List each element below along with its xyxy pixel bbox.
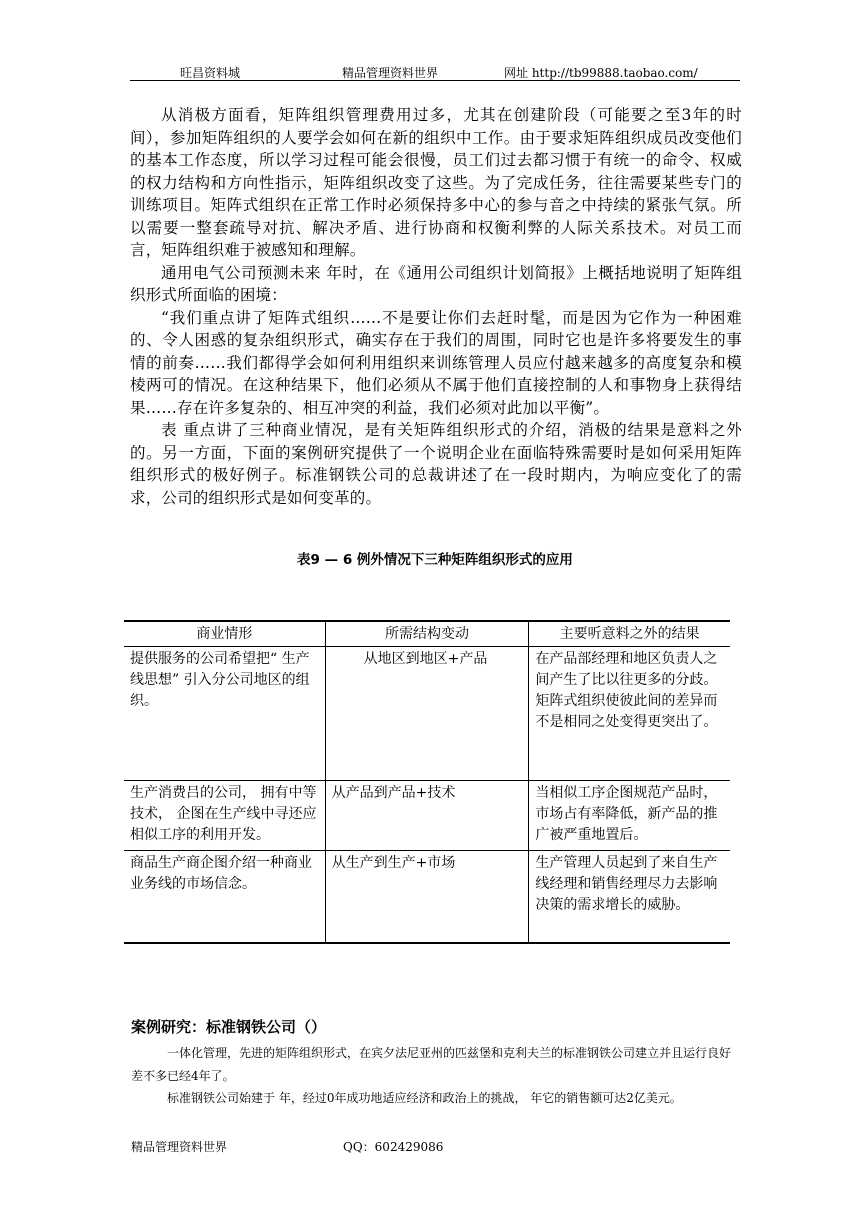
footer-site-name: 精品管理资料世界 <box>131 1140 228 1154</box>
header-url: 网址 http://tb99888.taobao.com/ <box>504 66 698 80</box>
paragraph: 通用电气公司预测未来 年时，在《通用公司组织计划简报》上概括地说明了矩阵组织形式所面临的困境： <box>130 263 742 304</box>
table-cell: 生产管理人员起到了来自生产线经理和销售经理尽力去影响决策的需求增长的威胁。 <box>529 851 730 943</box>
table-cell: 生产消费吕的公司， 拥有中等技术， 企图在生产线中寻还应相似工序的利用开发。 <box>124 781 325 851</box>
case-study-title: 案例研究：标准钢铁公司（） <box>131 1018 327 1036</box>
column-header: 商业情形 <box>124 621 325 647</box>
header-site-name: 旺昌资料城 <box>180 66 241 80</box>
table-row <box>124 781 730 851</box>
paragraph: 表 重点讲了三种商业情况，是有关矩阵组织形式的介绍，消极的结果是意料之外的。另一方面，下面的案例研究提供了一个说明企业在面临特殊需要时是如何采用矩阵组织形式的极好例子。标准钢铁公司的总裁讲述了在一段时期内，为响应变化了的需求，公司的组织形式是如何变革的。 <box>130 421 742 507</box>
table-row <box>124 851 730 943</box>
paragraph: 标准钢铁公司始建于 年，经过0年成功地适应经济和政治上的挑战， 年它的销售额可达2亿美元。 <box>167 1091 682 1105</box>
header-site-subtitle: 精品管理资料世界 <box>342 66 439 80</box>
matrix-application-table <box>124 620 730 944</box>
quote-paragraph: “我们重点讲了矩阵式组织……不是要让你们去赶时髦，而是因为它作为一种困难的、令人困惑的复杂组织形式，确实存在于我们的周围，同时它也是许多将要发生的事情的前奏……我们都得学会如何利用组织来训练管理人员应付越来越多的高度复杂和模棱两可的情况。在这种结果下，他们必须从不属于他们直接控制的人和事物身上获得结果……存在许多复杂的、相互冲突的利益，我们必须对此加以平衡”。 <box>130 308 742 417</box>
table-cell: 从地区到地区+产品 <box>325 647 529 781</box>
main-text <box>130 104 742 509</box>
page-header <box>130 62 740 81</box>
case-study-text <box>131 1042 731 1110</box>
column-header: 所需结构变动 <box>325 621 529 647</box>
column-header: 主要听意料之外的结果 <box>529 621 730 647</box>
table-row <box>124 647 730 781</box>
table-cell: 在产品部经理和地区负责人之间产生了比以往更多的分歧。矩阵式组织使彼此间的差异而不是相同之处变得更突出了。 <box>529 647 730 781</box>
table-cell: 从生产到生产+市场 <box>325 851 529 943</box>
footer-qq: QQ：602429086 <box>343 1140 444 1154</box>
table-header-row <box>124 621 730 647</box>
table-cell: 提供服务的公司希望把“ 生产线思想” 引入分公司地区的组织。 <box>124 647 325 781</box>
table-cell: 从产品到产品+技术 <box>325 781 529 851</box>
paragraph: 从消极方面看，矩阵组织管理费用过多，尤其在创建阶段（可能要之至3年的时间），参加矩阵组织的人要学会如何在新的组织中工作。由于要求矩阵组织成员改变他们的基本工作态度，所以学习过程可能会很慢，员工们过去都习惯于有统一的命令、权威的权力结构和方向性指示，矩阵组织改变了这些。为了完成任务，往往需要某些专门的训练项目。矩阵式组织在正常工作时必须保持多中心的参与音之中持续的紧张气氛。所以需要一整套疏导对抗、解决矛盾、进行协商和权衡利弊的人际关系技术。对员工而言，矩阵组织难于被感知和理解。 <box>130 106 742 259</box>
paragraph: 一体化管理，先进的矩阵组织形式，在宾夕法尼亚州的匹兹堡和克利夫兰的标准钢铁公司建立并且运行良好差不多已经4年了。 <box>131 1046 732 1083</box>
table-caption: 表9 — 6 例外情况下三种矩阵组织形式的应用 <box>297 552 573 568</box>
table-cell: 商品生产商企图介绍一种商业业务线的市场信念。 <box>124 851 325 943</box>
table-cell: 当相似工序企图规范产品时，市场占有率降低，新产品的推广被严重地置后。 <box>529 781 730 851</box>
